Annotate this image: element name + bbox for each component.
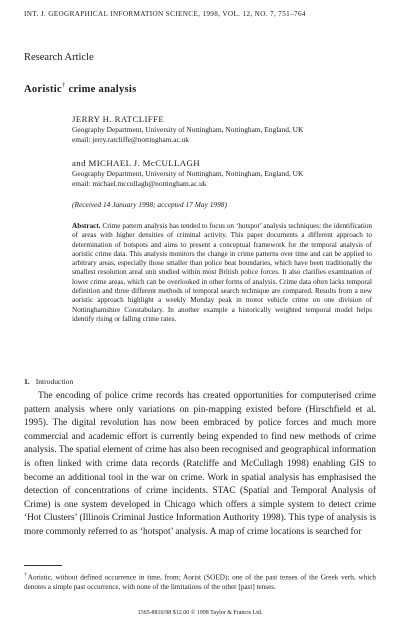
title-word: Aoristic [24, 84, 62, 95]
author-name: JERRY H. RATCLIFFE [72, 114, 165, 124]
author-affiliation: Geography Department, University of Nottingham, Nottingham, England, UK [72, 125, 304, 134]
introduction-text: The encoding of police crime records has created opportunities for computerised crime pattern analysis where only variations on pin-mapping existed before (Hirschfield et al. 1995). The digital revolution has now been embraced by police forces and much more commercial and academic effort is currently being expended to find new methods of crime analysis. The spatial element of crime has also been recognised and geographical information is often linked with crime data records (Ratcliffe and McCullagh 1998) enabling GIS to become an additional tool in the war on crime. Work in spatial analysis has emphasised the detection of concentrations of crime incidents. STAC (Spatial and Temporal Analysis of Crime) is one system developed in Chicago which offers a simple system to detect crime ‘Hot Clusters’ (Illinois Criminal Justice Information Authority 1998). This type of analysis is more commonly referred to as ‘hotspot’ analysis. A map of crime locations is searched for [24, 391, 376, 537]
title-footnote-mark[interactable]: † [61, 82, 66, 89]
running-head: INT. J. GEOGRAPHICAL INFORMATION SCIENCE, 1998, VOL. 12, NO. 7, 751–764 [24, 10, 306, 18]
footnote-mark: † [24, 572, 28, 578]
author-name: and MICHAEL J. McCULLAGH [72, 158, 201, 168]
section-number: 1. [24, 377, 30, 386]
section-type: Research Article [24, 52, 94, 63]
article-title [24, 82, 137, 95]
title-rest: crime analysis [65, 84, 137, 95]
abstract [72, 222, 372, 324]
received-dates: (Received 14 January 1998; accepted 17 May 1998) [72, 200, 227, 209]
section-heading [24, 377, 73, 386]
author-email[interactable]: email: michael.mccullagh@nottingham.ac.uk [72, 179, 207, 188]
page-footer: 1365-8816/98 $12.00 © 1998 Taylor & Francis Ltd. [137, 610, 263, 616]
author-block-2 [72, 157, 392, 189]
footnote-rule [24, 565, 62, 566]
abstract-text: Crime pattern analysis has tended to focus on ‘hotspot’ analysis techniques: the identification of areas with higher densities of criminal activity. This paper documents a different approach to determination of hotspots and aims to present a conceptual framework for the temporal analysis of aoristic crime data. This analysis monitors the change in crime patterns over time and can be applied to arbitrary areas, especially those smaller than police beat boundaries, which have been traditionally the smallest resolution areal unit studied within most British police forces. It also clarifies examination of lower crime areas, which can be overlooked in other forms of analysis. Crime data often lacks temporal definition and three different methods of temporal search technique are compared. Results from a new aoristic approach highlight a weekly Monday peak in motor vehicle crime on one division of Nottinghamshire Constabulary. In another example a historically weighted temporal model helps identify rising or falling crime rates. [72, 222, 373, 323]
abstract-label: Abstract. [72, 222, 101, 230]
section-title: Introduction [35, 377, 74, 386]
author-email[interactable]: email: jerry.ratcliffe@nottingham.ac.uk [72, 135, 190, 144]
footnote [24, 571, 376, 593]
author-block-1 [72, 113, 392, 145]
author-affiliation: Geography Department, University of Nottingham, Nottingham, England, UK [72, 169, 304, 178]
footnote-text: Aoristic, without defined occurrence in time, from; Aorist (SOED); one of the past tenses of the Greek verb, which denotes a simple past occurrence, with none of the limitations of the other [past] tenses. [24, 573, 376, 591]
